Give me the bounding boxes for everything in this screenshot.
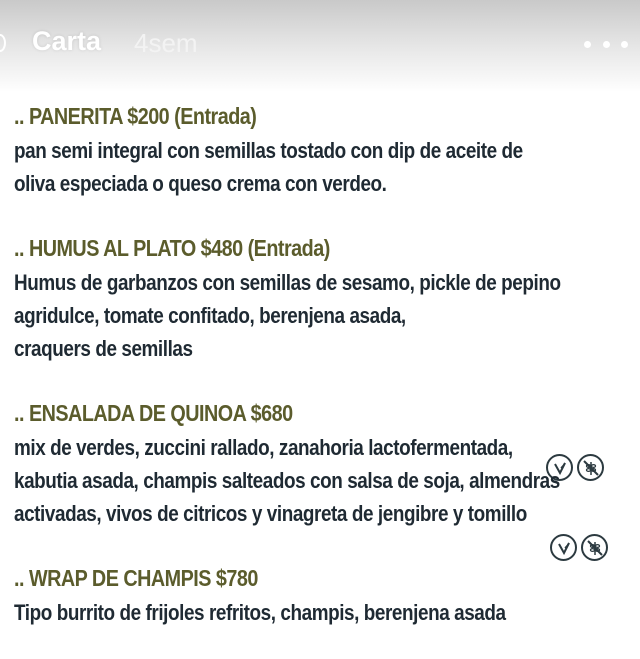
- item-description-line: craquers de semillas: [14, 336, 193, 361]
- menu-item-humus: [14, 230, 640, 365]
- item-title: .. WRAP DE CHAMPIS $780: [14, 565, 258, 591]
- story-time: 4sem: [134, 28, 198, 58]
- menu-item-wrap-champis: [14, 560, 640, 629]
- item-description-line: Humus de garbanzos con semillas de sesamo, pickle de pepino: [14, 270, 561, 295]
- item-description-line: mix de verdes, zuccini rallado, zanahoria lactofermentada,: [14, 435, 513, 460]
- menu-item-ensalada-quinoa: [14, 395, 640, 530]
- item-description-line: pan semi integral con semillas tostado con dip de aceite de: [14, 138, 523, 163]
- item-title: .. ENSALADA DE QUINOA $680: [14, 400, 293, 426]
- diet-badges: [550, 534, 608, 561]
- item-description-line: oliva especiada o queso crema con verdeo.: [14, 171, 387, 196]
- more-horizontal-icon: [621, 41, 628, 48]
- story-edge-icon: [0, 34, 6, 52]
- story-header: [0, 0, 640, 92]
- item-description-line: kabutia asada, champis salteados con salsa de soja, almendras: [14, 468, 560, 493]
- story-title[interactable]: Carta: [32, 26, 102, 56]
- more-horizontal-icon: [603, 41, 610, 48]
- item-description-line: Tipo burrito de frijoles refritos, champis, berenjena asada: [14, 600, 506, 625]
- menu-item-panerita: [14, 98, 640, 200]
- item-description-line: activadas, vivos de citricos y vinagreta de jengibre y tomillo: [14, 501, 527, 526]
- item-title: .. PANERITA $200 (Entrada): [14, 103, 257, 129]
- more-options-button[interactable]: [584, 30, 628, 58]
- vegan-icon: [550, 534, 577, 561]
- item-description-line: agridulce, tomate confitado, berenjena asada,: [14, 303, 406, 328]
- gluten-free-icon: [581, 534, 608, 561]
- item-title: .. HUMUS AL PLATO $480 (Entrada): [14, 235, 330, 261]
- menu-content: [14, 98, 640, 659]
- more-horizontal-icon: [584, 41, 591, 48]
